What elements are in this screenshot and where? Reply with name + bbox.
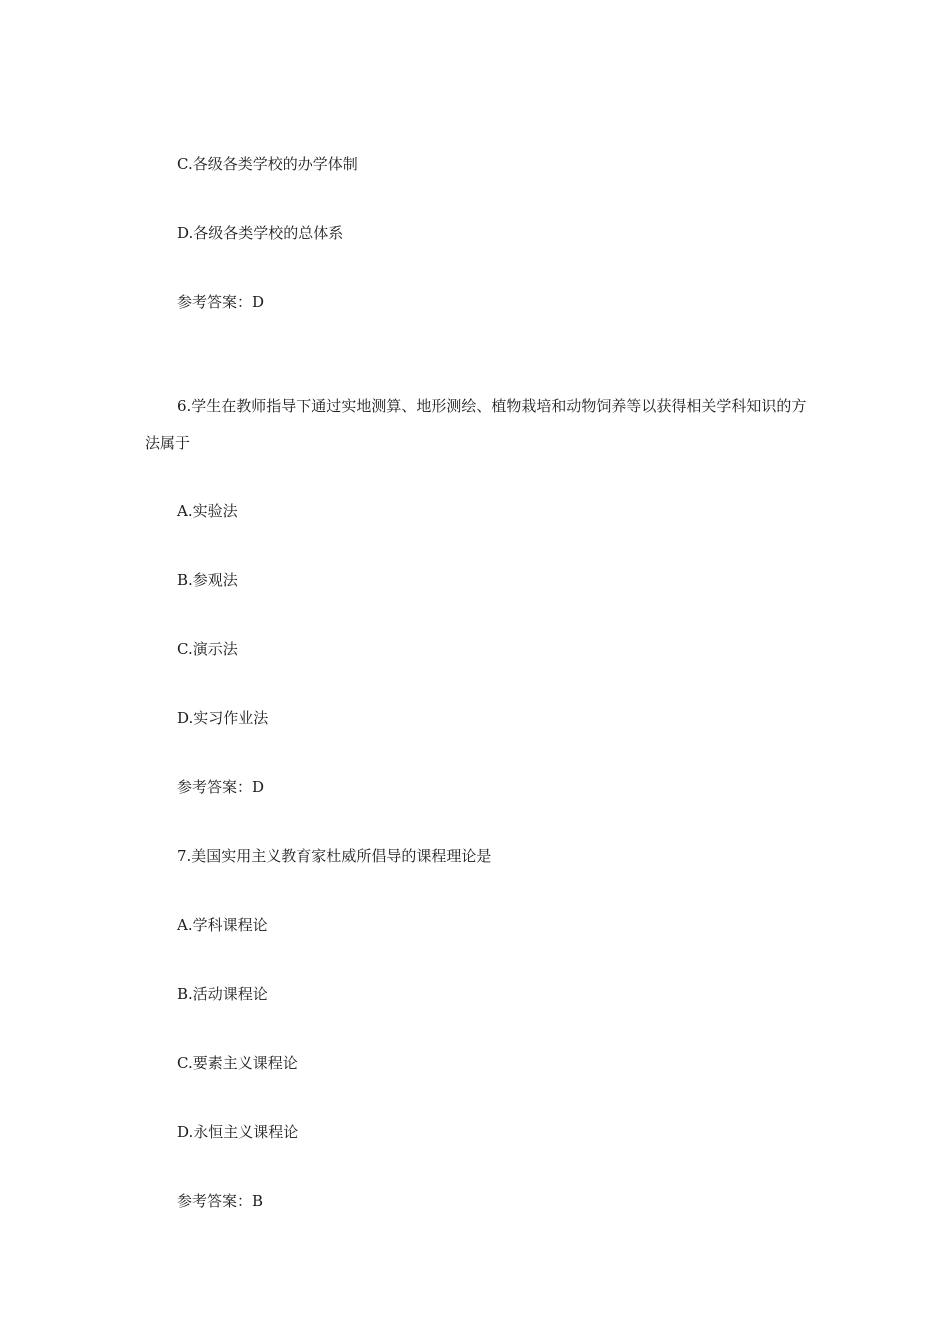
prev-option-d: D.各级各类学校的总体系: [177, 224, 344, 242]
question-7-option-a: A.学科课程论: [177, 916, 268, 934]
question-7-option-d: D.永恒主义课程论: [177, 1123, 299, 1141]
question-7-answer: 参考答案：B: [177, 1192, 264, 1210]
question-7-option-c: C.要素主义课程论: [177, 1054, 298, 1072]
question-6-answer: 参考答案：D: [177, 778, 265, 796]
prev-option-c: C.各级各类学校的办学体制: [177, 155, 358, 173]
prev-answer: 参考答案：D: [177, 293, 265, 311]
question-7-option-b: B.活动课程论: [177, 985, 268, 1003]
question-6-option-c: C.演示法: [177, 640, 238, 658]
question-7-stem: 7.美国实用主义教育家杜威所倡导的课程理论是: [177, 847, 492, 865]
question-6-option-d: D.实习作业法: [177, 709, 269, 727]
question-6-stem: 6.学生在教师指导下通过实地测算、地形测绘、植物栽培和动物饲养等以获得相关学科知识的方法属于: [145, 397, 807, 452]
question-6-option-a: A.实验法: [177, 502, 238, 520]
question-6-option-b: B.参观法: [177, 571, 238, 589]
